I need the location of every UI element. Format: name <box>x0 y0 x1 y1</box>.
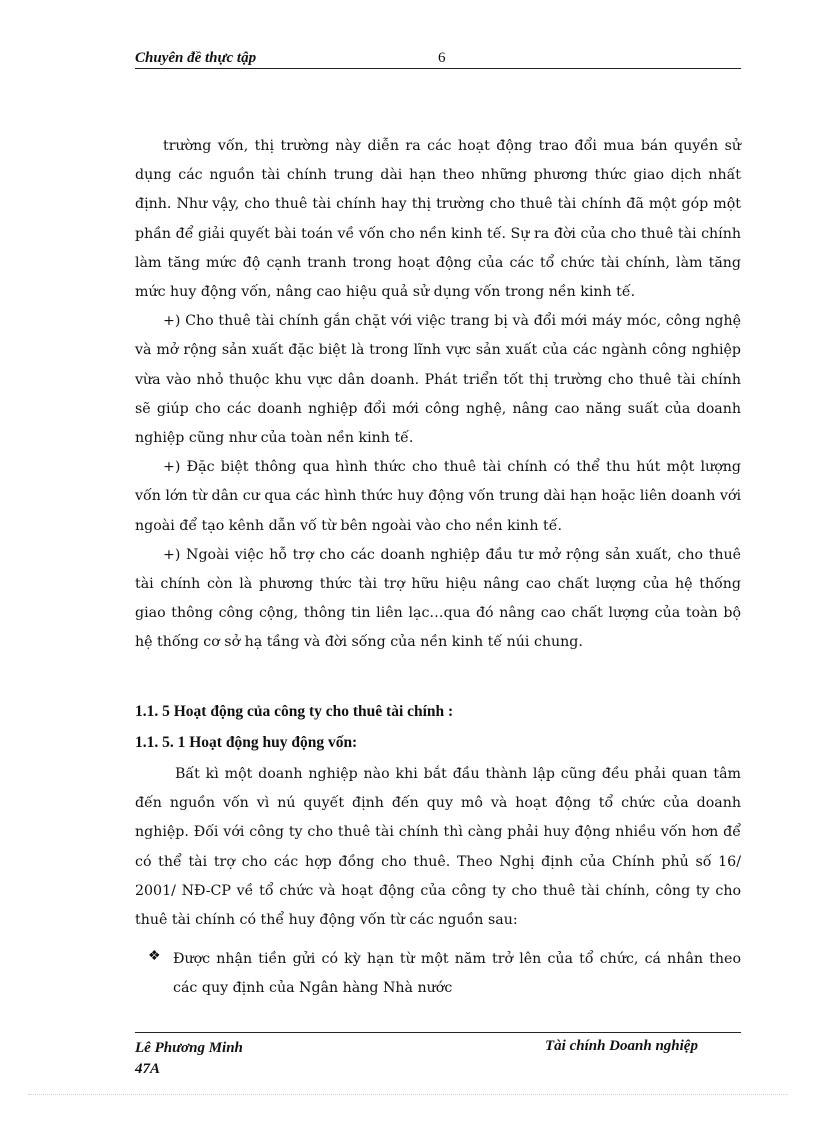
subsection-body <box>135 760 741 935</box>
paragraph: trường vốn, thị trường này diễn ra các hoạt động trao đổi mua bán quyền sử dụng các nguồn tài chính trung dài hạn theo những phương thức giao dịch nhất định. Như vậy, cho thuê tài chính hay thị trường cho thuê tài chính đã một góp một phần để giải quyết bài toán về vốn cho nền kinh tế. Sự ra đời của cho thuê tài chính làm tăng mức độ cạnh tranh trong hoạt động của các tổ chức tài chính, làm tăng mức huy động vốn, nâng cao hiệu quả sử dụng vốn trong nền kinh tế. <box>135 138 741 301</box>
footer-department: Tài chính Doanh nghiệp <box>545 1038 698 1054</box>
bullet-text: Được nhận tiền gửi có kỳ hạn từ một năm trở lên của tổ chức, cá nhân theo các quy định của Ngân hàng Nhà nước <box>173 951 741 997</box>
footer-author <box>135 1038 243 1080</box>
section-heading: 1.1. 5 Hoạt động của công ty cho thuê tài chính : <box>135 703 454 720</box>
paragraph: +) Đặc biệt thông qua hình thức cho thuê tài chính có thể thu hút một lượng vốn lớn từ dân cư qua các hình thức huy động vốn trung dài hạn hoặc liên doanh với ngoài để tạo kênh dẫn vố từ bên ngoài vào cho nền kinh tế. <box>135 459 741 534</box>
page-number: 6 <box>438 50 446 66</box>
author-name: Lê Phương Minh <box>135 1040 243 1056</box>
diamond-bullet-icon: ❖ <box>148 948 161 964</box>
header-title: Chuyên đề thực tập <box>135 50 257 66</box>
paragraph: Bất kì một doanh nghiệp nào khi bắt đầu thành lập cũng đều phải quan tâm đến nguồn vốn vì nú quyết định đến quy mô và hoạt động tổ chức của doanh nghiệp. Đối với công ty cho thuê tài chính thì càng phải huy động nhiều vốn hơn để có thể tài trợ cho các hợp đồng cho thuê. Theo Nghị định của Chính phủ số 16/ 2001/ NĐ-CP về tổ chức và hoạt động của công ty cho thuê tài chính, công ty cho thuê tài chính có thể huy động vốn từ các nguồn sau: <box>135 766 741 929</box>
page-footer <box>135 1032 741 1077</box>
subsection-heading: 1.1. 5. 1 Hoạt động huy động vốn: <box>135 734 358 751</box>
author-class: 47A <box>135 1061 161 1077</box>
page-header <box>135 48 741 69</box>
page-edge-divider <box>28 1094 788 1095</box>
paragraph: +) Ngoài việc hỗ trợ cho các doanh nghiệp đầu tư mở rộng sản xuất, cho thuê tài chính còn là phương thức tài trợ hữu hiệu nâng cao chất lượng của hệ thống giao thông công cộng, thông tin liên lạc…qua đó nâng cao chất lượng của toàn bộ hệ thống cơ sở hạ tầng và đời sống của nền kinh tế núi chung. <box>135 546 741 651</box>
paragraph: +) Cho thuê tài chính gắn chặt với việc trang bị và đổi mới máy móc, công nghệ và mở rộng sản xuất đặc biệt là trong lĩnh vực sản xuất của các ngành công nghiệp vừa vào nhỏ thuộc khu vực dân doanh. Phát triển tốt thị trường cho thuê tài chính sẽ giúp cho các doanh nghiệp đổi mới công nghệ, nâng cao năng suất của doanh nghiệp cũng như của toàn nền kinh tế. <box>135 313 741 447</box>
body-text <box>135 132 741 658</box>
